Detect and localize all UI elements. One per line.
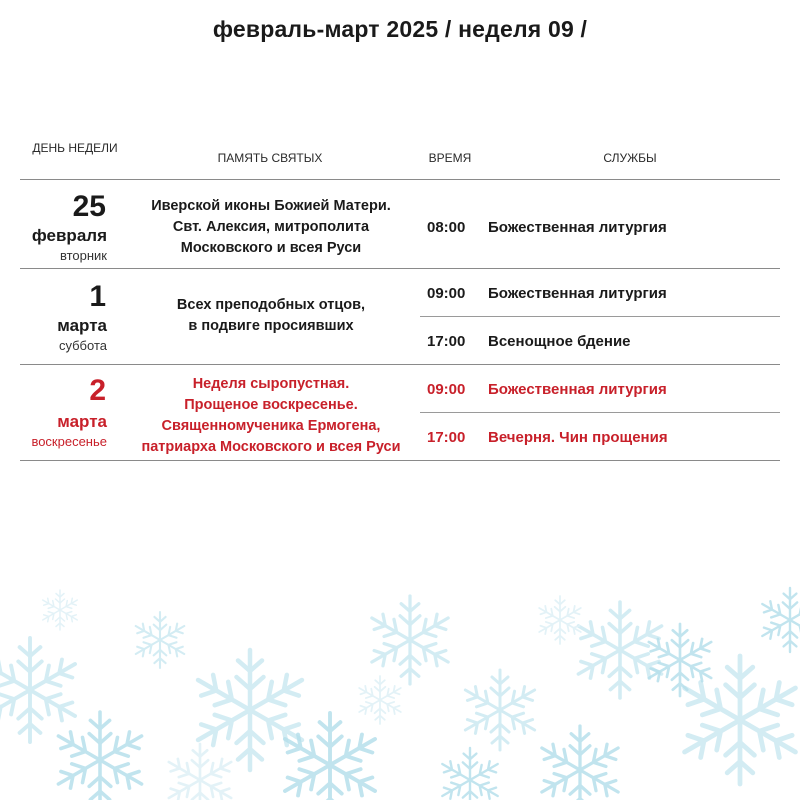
service-time: 09:00 — [427, 381, 466, 398]
saints-memory: Неделя сыропустная. Прощеное воскресенье. Священномученика Ермогена, патриарха Московского и всея Руси — [141, 376, 401, 455]
saints-memory: Иверской иконы Божией Матери. Свт. Алексия, митрополита Московского и всея Руси — [151, 198, 391, 256]
header-services: СЛУЖБЫ — [603, 151, 657, 165]
divider — [20, 460, 780, 461]
divider — [20, 364, 780, 365]
day-month: марта — [57, 316, 107, 335]
service-divider — [420, 316, 780, 317]
header-time: ВРЕМЯ — [428, 151, 472, 165]
service-time: 17:00 — [427, 333, 466, 350]
service-name: Всенощное бдение — [488, 333, 631, 350]
service-divider — [420, 412, 780, 413]
day-weekday: суббота — [58, 338, 107, 353]
service-time: 08:00 — [427, 219, 466, 236]
header-memory: ПАМЯТЬ СВЯТЫХ — [217, 151, 323, 165]
day-number: 1 — [89, 280, 106, 313]
day-number: 2 — [89, 374, 106, 407]
service-name: Вечерня. Чин прощения — [488, 429, 668, 446]
service-name: Божественная литургия — [488, 219, 667, 236]
service-name: Божественная литургия — [488, 381, 667, 398]
day-month: марта — [57, 412, 107, 431]
divider — [20, 179, 780, 180]
snowflake-decoration — [0, 580, 800, 800]
header-day: ДЕНЬ НЕДЕЛИ — [32, 141, 118, 155]
service-time: 09:00 — [427, 285, 466, 302]
saints-memory: Всех преподобных отцов, в подвиге просиявших — [176, 297, 366, 334]
page-title: февраль-март 2025 / неделя 09 / — [212, 16, 588, 42]
day-weekday: воскресенье — [31, 434, 107, 449]
day-number: 25 — [72, 190, 106, 223]
divider — [20, 268, 780, 269]
day-month: февраля — [31, 226, 107, 245]
service-time: 17:00 — [427, 429, 466, 446]
service-name: Божественная литургия — [488, 285, 667, 302]
day-weekday: вторник — [59, 248, 107, 263]
